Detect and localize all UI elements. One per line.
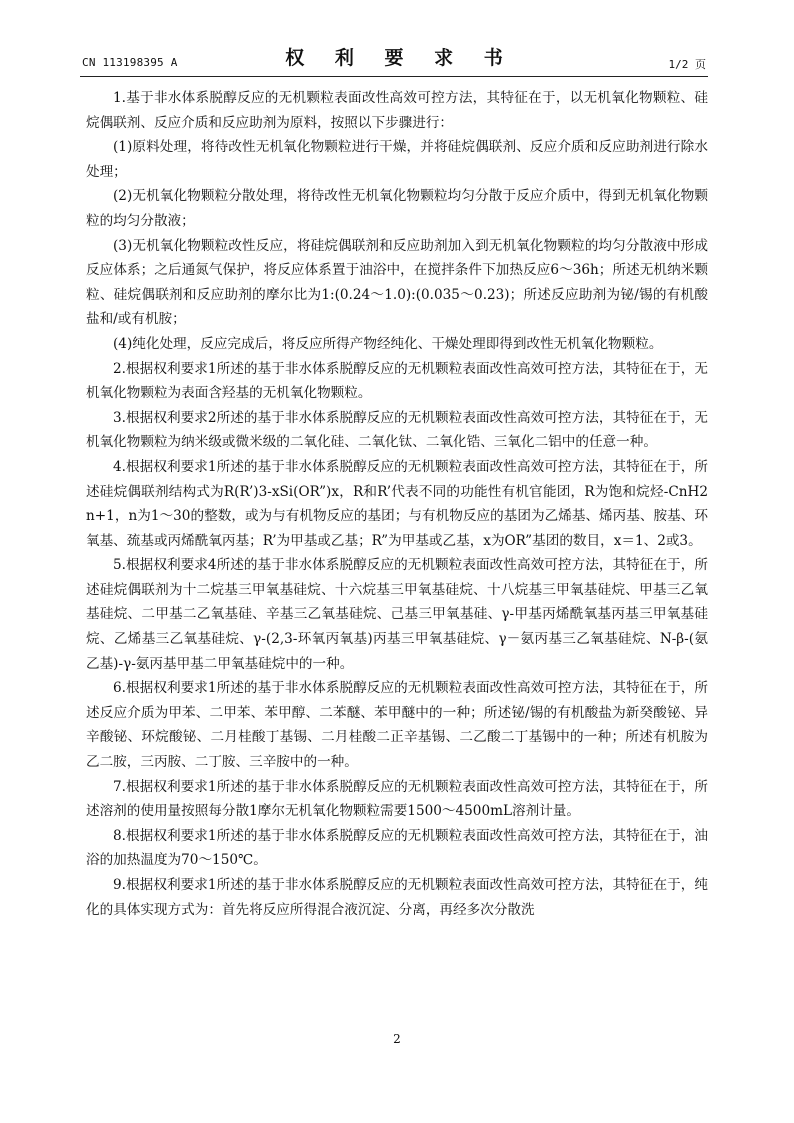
claim-5: 5.根据权利要求4所述的基于非水体系脱醇反应的无机颗粒表面改性高效可控方法，其特征在于，所述硅烷偶联剂为十二烷基三甲氧基硅烷、十六烷基三甲氧基硅烷、十八烷基三甲氧基硅烷、甲基三乙氧基硅烷、二甲基二乙氧基硅、辛基三乙氧基硅烷、己基三甲氧基硅、γ-甲基丙烯酰氧基丙基三甲氧基硅烷、乙烯基三乙氧基硅烷、γ-(2,3-环氧丙氧基)丙基三甲氧基硅烷、γ－氨丙基三乙氧基硅烷、N-β-(氨乙基)-γ-氨丙基甲基二甲氧基硅烷中的一种。: [86, 557, 708, 672]
claim-6: 6.根据权利要求1所述的基于非水体系脱醇反应的无机颗粒表面改性高效可控方法，其特征在于，所述反应介质为甲苯、二甲苯、苯甲醇、二苯醚、苯甲醚中的一种；所述铋/锡的有机酸盐为新癸酸铋、异辛酸铋、环烷酸铋、二月桂酸丁基锡、二月桂酸二正辛基锡、二乙酸二丁基锡中的一种；所述有机胺为乙二胺，三丙胺、二丁胺、三辛胺中的一种。: [86, 680, 708, 771]
claim-3: 3.根据权利要求2所述的基于非水体系脱醇反应的无机颗粒表面改性高效可控方法，其特征在于，无机氧化物颗粒为纳米级或微米级的二氧化硅、二氧化钛、二氧化锆、三氧化二铝中的任意一种。: [86, 409, 708, 451]
claim-8: 8.根据权利要求1所述的基于非水体系脱醇反应的无机颗粒表面改性高效可控方法，其特征在于，油浴的加热温度为70～150℃。: [86, 827, 708, 869]
page-number: 2: [393, 1032, 401, 1046]
header-divider: [80, 76, 708, 77]
claim-1-step-3: (3)无机氧化物颗粒改性反应，将硅烷偶联剂和反应助剂加入到无机氧化物颗粒的均匀分散液中形成反应体系；之后通氮气保护，将反应体系置于油浴中，在搅拌条件下加热反应6～36h；所述无机纳米颗粒、硅烷偶联剂和反应助剂的摩尔比为1:(0.24～1.0):(0.035～0.23)；所述反应助剂为铋/锡的有机酸盐和/或有机胺；: [86, 237, 708, 328]
claim-1: 1.基于非水体系脱醇反应的无机颗粒表面改性高效可控方法，其特征在于，以无机氧化物颗粒、硅烷偶联剂、反应介质和反应助剂为原料，按照以下步骤进行：: [86, 90, 708, 131]
page-count: 1/2 页: [668, 58, 706, 71]
page-header: [80, 42, 708, 76]
publication-number: CN 113198395 A: [82, 56, 178, 69]
claim-9: 9.根据权利要求1所述的基于非水体系脱醇反应的无机颗粒表面改性高效可控方法，其特征在于，纯化的具体实现方式为：首先将反应所得混合液沉淀、分离，再经多次分散洗: [86, 877, 708, 918]
claims-body: [86, 86, 708, 922]
claim-4: 4.根据权利要求1所述的基于非水体系脱醇反应的无机颗粒表面改性高效可控方法，其特征在于，所述硅烷偶联剂结构式为R(R’)3-xSi(OR”)x，R和R’代表不同的功能性有机官能团，R为饱和烷烃-CnH2n+1，n为1～30的整数，或为与有机物反应的基团；与有机物反应的基团为乙烯基、烯丙基、胺基、环氧基、巯基或丙烯酰氧丙基；R’为甲基或乙基；R”为甲基或乙基，x为OR”基团的数目，x＝1、2或3。: [86, 458, 708, 549]
claim-1-step-1: (1)原料处理，将待改性无机氧化物颗粒进行干燥，并将硅烷偶联剂、反应介质和反应助剂进行除水处理；: [86, 139, 708, 180]
claim-1-step-4: (4)纯化处理，反应完成后，将反应所得产物经纯化、干燥处理即得到改性无机氧化物颗粒。: [113, 335, 663, 352]
claim-1-step-2: (2)无机氧化物颗粒分散处理，将待改性无机氧化物颗粒均匀分散于反应介质中，得到无机氧化物颗粒的均匀分散液；: [86, 188, 708, 229]
claim-2: 2.根据权利要求1所述的基于非水体系脱醇反应的无机颗粒表面改性高效可控方法，其特征在于，无机氧化物颗粒为表面含羟基的无机氧化物颗粒。: [86, 360, 708, 402]
claim-7: 7.根据权利要求1所述的基于非水体系脱醇反应的无机颗粒表面改性高效可控方法，其特征在于，所述溶剂的使用量按照每分散1摩尔无机氧化物颗粒需要1500～4500mL溶剂计量。: [86, 778, 708, 820]
page-title: 权 利 要 求 书: [285, 47, 515, 69]
